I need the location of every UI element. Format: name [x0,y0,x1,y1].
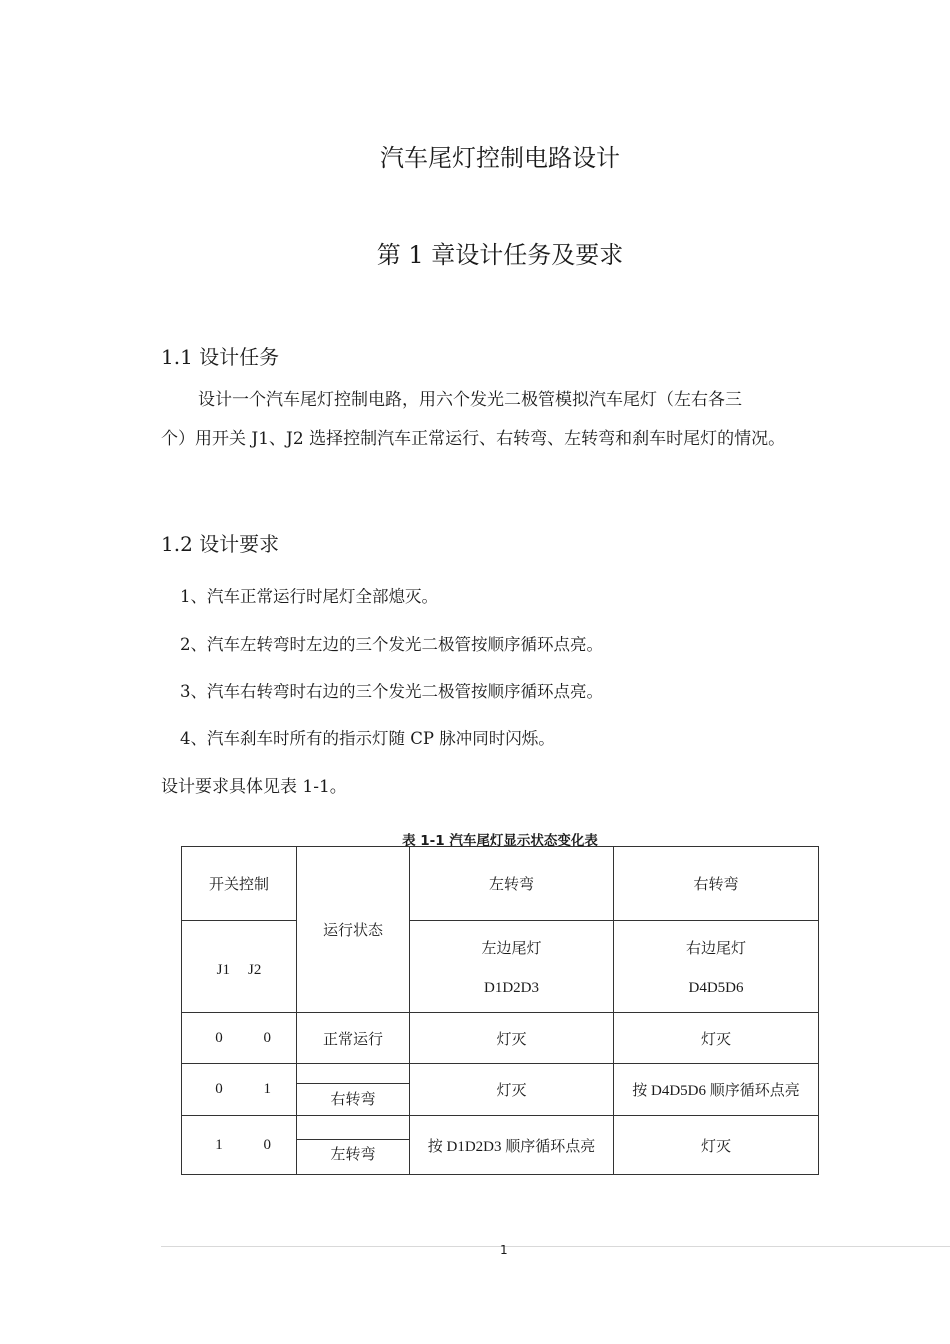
requirement-item: 3、汽车右转弯时右边的三个发光二极管按顺序循环点亮。 [180,682,603,701]
table-row [182,1013,819,1064]
header-switch-names [182,921,297,1013]
requirement-item: 4、汽车刹车时所有的指示灯随 CP 脉冲同时闪烁。 [180,729,555,748]
header-right-turn: 右转弯 [614,847,819,921]
j1-value: 0 [215,1081,223,1097]
document-title: 汽车尾灯控制电路设计 [380,144,620,172]
section-1-paragraph-line-2: 个）用开关 J1、J2 选择控制汽车正常运行、右转弯、左转弯和刹车时尾灯的情况。 [161,429,786,449]
header-switch-control: 开关控制 [182,847,297,921]
table-row [182,1116,819,1175]
header-j1: J1 [216,962,230,978]
j2-value: 0 [263,1136,271,1153]
table-reference-note: 设计要求具体见表 1-1。 [161,777,347,797]
left-cell: 灯灭 [410,1064,614,1116]
section-2-heading: 1.2 设计要求 [161,532,280,556]
right-lamp-leds: D4D5D6 [688,979,744,996]
right-cell: 灯灭 [614,1013,819,1064]
requirement-item: 2、汽车左转弯时左边的三个发光二极管按顺序循环点亮。 [180,635,603,654]
tail-light-state-table [181,846,819,1175]
left-lamp-leds: D1D2D3 [484,979,539,996]
right-cell: 灯灭 [614,1116,819,1175]
header-left-lamp [410,921,614,1013]
header-left-turn: 左转弯 [410,847,614,921]
left-lamp-label: 左边尾灯 [481,940,542,957]
header-right-lamp [614,921,819,1013]
header-run-state: 运行状态 [297,847,410,1013]
j1-value: 0 [215,1029,223,1046]
right-cell: 按 D4D5D6 顺序循环点亮 [614,1064,819,1116]
switch-values [182,1064,297,1116]
state-cell: 正常运行 [297,1013,410,1064]
header-j2: J2 [248,962,262,978]
footer-divider [161,1246,950,1247]
state-cell [297,1064,410,1116]
table-caption: 表 1-1 汽车尾灯显示状态变化表 [402,833,598,849]
switch-values [182,1116,297,1175]
chapter-title: 第 1 章设计任务及要求 [376,241,624,269]
left-cell: 灯灭 [410,1013,614,1064]
requirement-item: 1、汽车正常运行时尾灯全部熄灭。 [180,587,438,606]
left-cell: 按 D1D2D3 顺序循环点亮 [410,1116,614,1175]
j2-value: 0 [263,1029,271,1046]
state-text: 右转弯 [330,1092,376,1108]
state-text: 左转弯 [330,1147,376,1163]
table-row [182,1064,819,1116]
switch-values [182,1013,297,1064]
right-lamp-label: 右边尾灯 [685,940,746,957]
state-cell [297,1116,410,1175]
section-1-heading: 1.1 设计任务 [161,345,280,369]
page-number: 1 [500,1243,508,1257]
j1-value: 1 [215,1136,223,1153]
j2-value: 1 [263,1081,271,1097]
section-1-paragraph-line-1: 设计一个汽车尾灯控制电路，用六个发光二极管模拟汽车尾灯（左右各三 [198,390,742,410]
